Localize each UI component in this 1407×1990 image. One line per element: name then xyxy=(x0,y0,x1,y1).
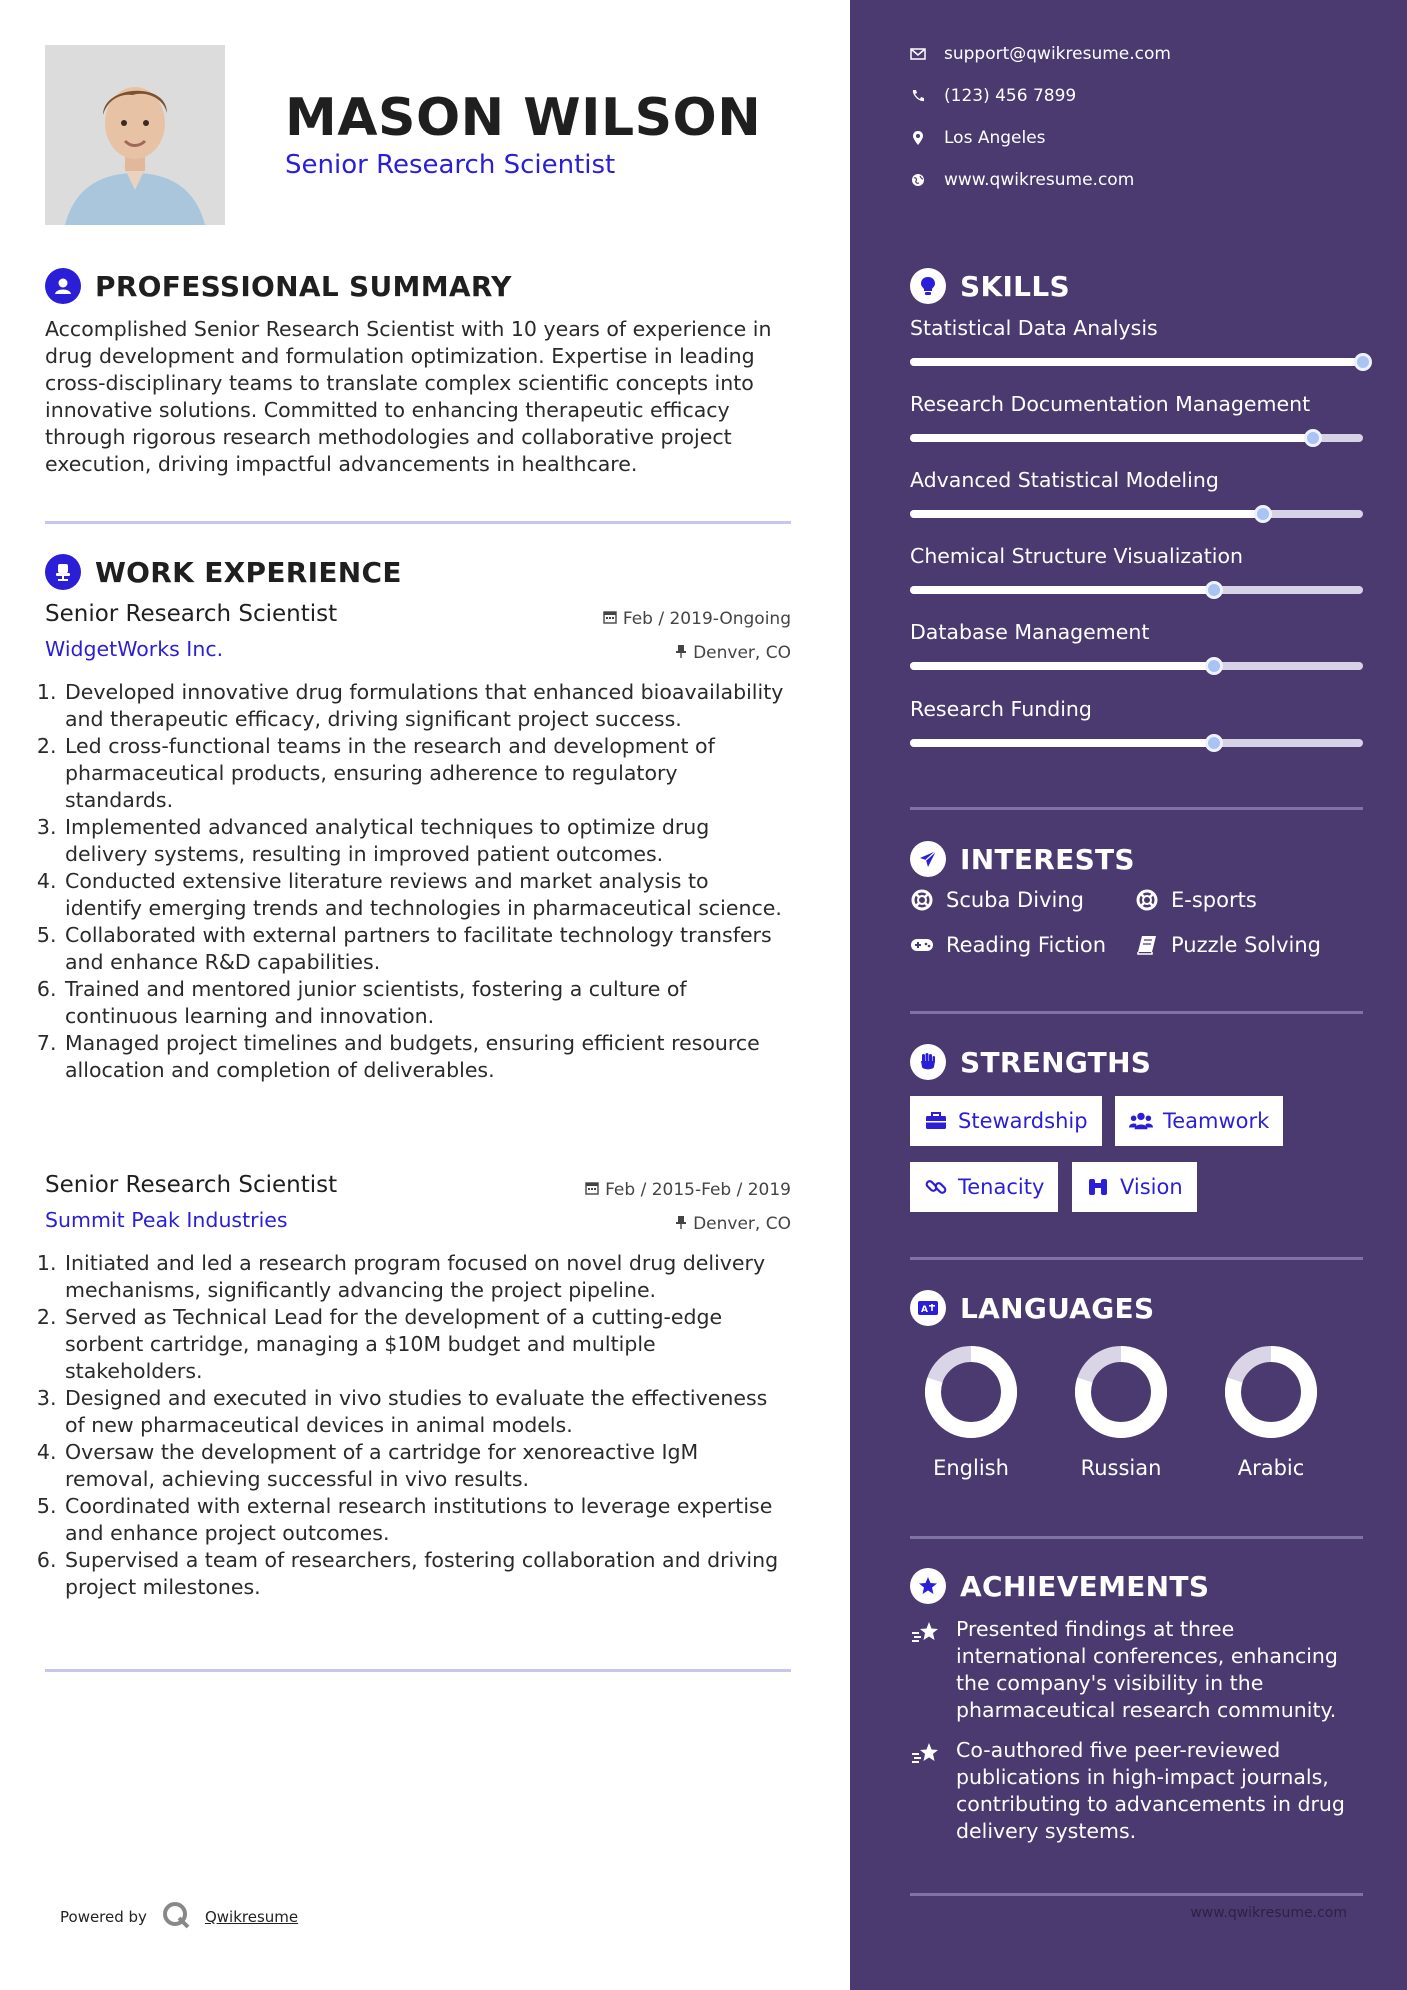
language-name: Arabic xyxy=(1237,1456,1305,1480)
achievement-text: Co-authored five peer-reviewed publications in high-impact journals, contributing to advancements in drug delivery systems. xyxy=(956,1738,1345,1843)
strength-label: Vision xyxy=(1120,1175,1183,1199)
phone-icon xyxy=(910,88,926,104)
interest-label: Scuba Diving xyxy=(946,888,1084,912)
candidate-title: Senior Research Scientist xyxy=(285,150,616,180)
skill-bar xyxy=(910,510,1363,518)
achievement-item xyxy=(910,1737,1370,1845)
strength-label: Teamwork xyxy=(1163,1109,1270,1133)
fist-icon xyxy=(910,1044,946,1080)
interest-label: Reading Fiction xyxy=(946,933,1107,957)
users-icon xyxy=(1129,1109,1153,1133)
interests-header xyxy=(910,841,1135,877)
section-divider xyxy=(910,1893,1363,1896)
job-bullet: 2. Led cross-functional teams in the research and development of pharmaceutical products, ensuring adherence to regulatory standards. xyxy=(63,733,791,814)
powered-by xyxy=(60,1900,298,1934)
candidate-name: MASON WILSON xyxy=(285,88,762,148)
section-divider xyxy=(45,1669,791,1672)
job-bullet: 6. Supervised a team of researchers, fostering collaboration and driving project milestones. xyxy=(63,1547,791,1601)
section-divider xyxy=(910,1257,1363,1260)
paper-plane-icon xyxy=(910,841,946,877)
skill-bar-handle xyxy=(1304,429,1322,447)
qwikresume-link[interactable]: Qwikresume xyxy=(204,1908,299,1926)
section-divider xyxy=(910,1536,1363,1539)
svg-text:A: A xyxy=(921,1305,928,1315)
calendar-icon xyxy=(603,609,617,629)
skill-bar-handle xyxy=(1205,581,1223,599)
skill-item xyxy=(910,392,1363,442)
skill-bar xyxy=(910,434,1363,442)
powered-by-label: Powered by xyxy=(60,1908,147,1926)
job-bullet: 6. Trained and mentored junior scientists, fostering a culture of continuous learning and innovation. xyxy=(63,976,791,1030)
job-location xyxy=(675,643,791,663)
skill-bar xyxy=(910,739,1363,747)
globe-icon xyxy=(910,172,926,188)
language-ring xyxy=(1073,1344,1169,1440)
job-company: Summit Peak Industries xyxy=(45,1208,288,1232)
chair-icon xyxy=(45,554,81,590)
skill-bar-fill xyxy=(910,358,1363,366)
binoculars-icon xyxy=(1086,1175,1110,1199)
strength-badge xyxy=(1072,1162,1197,1212)
job-role: Senior Research Scientist xyxy=(45,1172,338,1198)
job-bullet: 2. Served as Technical Lead for the development of a cutting-edge sorbent cartridge, managing a $10M budget and multiple stakeholders. xyxy=(63,1304,791,1385)
skills-heading: SKILLS xyxy=(960,269,1070,303)
skill-item xyxy=(910,544,1363,594)
skill-bar-handle xyxy=(1205,657,1223,675)
language-name: English xyxy=(933,1456,1009,1480)
contact-website xyxy=(910,170,1134,190)
contact-email-text[interactable]: support@qwikresume.com xyxy=(944,44,1171,64)
language-item xyxy=(911,1344,1031,1480)
achievement-item xyxy=(910,1616,1370,1724)
skill-bar-handle xyxy=(1354,353,1372,371)
job-dates-text: Feb / 2015-Feb / 2019 xyxy=(605,1180,791,1200)
skills-header xyxy=(910,268,1070,304)
strengths-heading: STRENGTHS xyxy=(960,1045,1152,1079)
interest-label: E-sports xyxy=(1171,888,1257,912)
job-bullet: 4. Oversaw the development of a cartridge for xenoreactive IgM removal, achieving successful in vivo results. xyxy=(63,1439,791,1493)
language-name: Russian xyxy=(1080,1456,1162,1480)
achievements-heading: ACHIEVEMENTS xyxy=(960,1569,1210,1603)
job-bullet: 4. Conducted extensive literature reviews and market analysis to identify emerging trends and technologies in pharmaceutical science. xyxy=(63,868,791,922)
job-dates xyxy=(603,609,791,629)
job-location xyxy=(675,1214,791,1234)
achievement-text: Presented findings at three international conferences, enhancing the company's visibility in the pharmaceutical research community. xyxy=(956,1617,1338,1722)
link-icon xyxy=(924,1175,948,1199)
skill-item xyxy=(910,620,1363,670)
user-icon xyxy=(45,268,81,304)
contact-phone-text[interactable]: (123) 456 7899 xyxy=(944,86,1077,106)
skill-name: Chemical Structure Visualization xyxy=(910,544,1243,568)
strength-label: Tenacity xyxy=(958,1175,1045,1199)
strength-label: Stewardship xyxy=(958,1109,1088,1133)
strength-badge xyxy=(1115,1096,1283,1146)
envelope-icon xyxy=(910,46,926,62)
languages-header xyxy=(910,1290,1154,1326)
book-icon xyxy=(1135,933,1159,957)
profile-photo xyxy=(45,45,225,225)
job-company: WidgetWorks Inc. xyxy=(45,637,224,661)
skill-bar-fill xyxy=(910,586,1214,594)
calendar-icon xyxy=(585,1180,599,1200)
skill-item xyxy=(910,468,1363,518)
skill-bar xyxy=(910,358,1363,366)
job-entry xyxy=(45,1172,791,1601)
summary-heading: PROFESSIONAL SUMMARY xyxy=(95,269,512,303)
skill-item xyxy=(910,316,1363,366)
shooting-star-icon xyxy=(910,1618,942,1650)
briefcase-icon xyxy=(924,1109,948,1133)
contact-website-text[interactable]: www.qwikresume.com xyxy=(944,170,1135,190)
strengths-header xyxy=(910,1044,1151,1080)
lifebuoy-icon xyxy=(910,888,934,912)
skill-bar-fill xyxy=(910,434,1313,442)
interest-item xyxy=(1135,933,1321,957)
job-dates xyxy=(585,1180,791,1200)
skill-bar-fill xyxy=(910,662,1214,670)
skill-name: Research Funding xyxy=(910,697,1092,721)
job-bullet: 7. Managed project timelines and budgets, ensuring efficient resource allocation and completion of deliverables. xyxy=(63,1030,791,1084)
summary-header xyxy=(45,268,512,304)
pin-icon xyxy=(675,1214,687,1234)
job-role: Senior Research Scientist xyxy=(45,601,338,627)
strength-badge xyxy=(910,1096,1102,1146)
job-bullet: 5. Coordinated with external research institutions to leverage expertise and enhance project outcomes. xyxy=(63,1493,791,1547)
skill-bar-fill xyxy=(910,510,1263,518)
skill-name: Advanced Statistical Modeling xyxy=(910,468,1219,492)
sidebar xyxy=(850,0,1407,1990)
contact-location xyxy=(910,128,1046,148)
interest-item xyxy=(910,933,1106,957)
skill-name: Database Management xyxy=(910,620,1150,644)
job-entry xyxy=(45,601,791,1084)
skill-bar-handle xyxy=(1205,734,1223,752)
skill-bar-handle xyxy=(1254,505,1272,523)
summary-text: Accomplished Senior Research Scientist with 10 years of experience in drug development and formulation optimization. Expertise in leading cross-disciplinary teams to translate complex scientific concepts into innovative solutions. Committed to enhancing therapeutic efficacy through rigorous research methodologies and collaborative project execution, driving impactful advancements in healthcare. xyxy=(45,317,772,476)
language-icon xyxy=(910,1290,946,1326)
job-location-text: Denver, CO xyxy=(693,1214,791,1234)
contact-location-text: Los Angeles xyxy=(944,128,1046,148)
job-bullet: 1. Developed innovative drug formulations that enhanced bioavailability and therapeutic efficacy, driving significant project success. xyxy=(63,679,791,733)
location-pin-icon xyxy=(910,130,926,146)
skill-name: Research Documentation Management xyxy=(910,392,1311,416)
skill-bar xyxy=(910,662,1363,670)
job-dates-text: Feb / 2019-Ongoing xyxy=(622,609,791,629)
experience-heading: WORK EXPERIENCE xyxy=(95,555,402,589)
language-item xyxy=(1211,1344,1331,1480)
contact-phone xyxy=(910,86,1076,106)
job-bullets xyxy=(45,1250,791,1601)
pin-icon xyxy=(675,643,687,663)
interest-item xyxy=(1135,888,1257,912)
achievements-header xyxy=(910,1568,1209,1604)
job-bullet: 1. Initiated and led a research program focused on novel drug delivery mechanisms, significantly advancing the project pipeline. xyxy=(63,1250,791,1304)
avatar-illustration xyxy=(45,45,225,225)
job-bullet: 3. Designed and executed in vivo studies to evaluate the effectiveness of new pharmaceutical devices in animal models. xyxy=(63,1385,791,1439)
section-divider xyxy=(45,521,791,524)
gamepad-icon xyxy=(910,933,934,957)
footer-website[interactable]: www.qwikresume.com xyxy=(1190,1905,1347,1921)
languages-heading: LANGUAGES xyxy=(960,1291,1155,1325)
section-divider xyxy=(910,1011,1363,1014)
contact-email xyxy=(910,44,1171,64)
skill-bar xyxy=(910,586,1363,594)
lightbulb-icon xyxy=(910,268,946,304)
job-bullets xyxy=(45,679,791,1084)
skill-name: Statistical Data Analysis xyxy=(910,316,1158,340)
language-ring xyxy=(1223,1344,1319,1440)
language-item xyxy=(1061,1344,1181,1480)
section-divider xyxy=(910,807,1363,810)
skill-item xyxy=(910,697,1363,747)
interest-item xyxy=(910,888,1084,912)
job-bullet: 3. Implemented advanced analytical techniques to optimize drug delivery systems, resulting in improved patient outcomes. xyxy=(63,814,791,868)
star-badge-icon xyxy=(910,1568,946,1604)
job-bullet: 5. Collaborated with external partners to facilitate technology transfers and enhance R&D capabilities. xyxy=(63,922,791,976)
strength-badge xyxy=(910,1162,1058,1212)
interests-heading: INTERESTS xyxy=(960,842,1135,876)
experience-header xyxy=(45,554,402,590)
interest-label: Puzzle Solving xyxy=(1171,933,1321,957)
lifebuoy-icon xyxy=(1135,888,1159,912)
job-location-text: Denver, CO xyxy=(693,643,791,663)
qwikresume-logo-icon xyxy=(161,1900,191,1934)
skill-bar-fill xyxy=(910,739,1214,747)
language-ring xyxy=(923,1344,1019,1440)
shooting-star-icon xyxy=(910,1739,942,1771)
